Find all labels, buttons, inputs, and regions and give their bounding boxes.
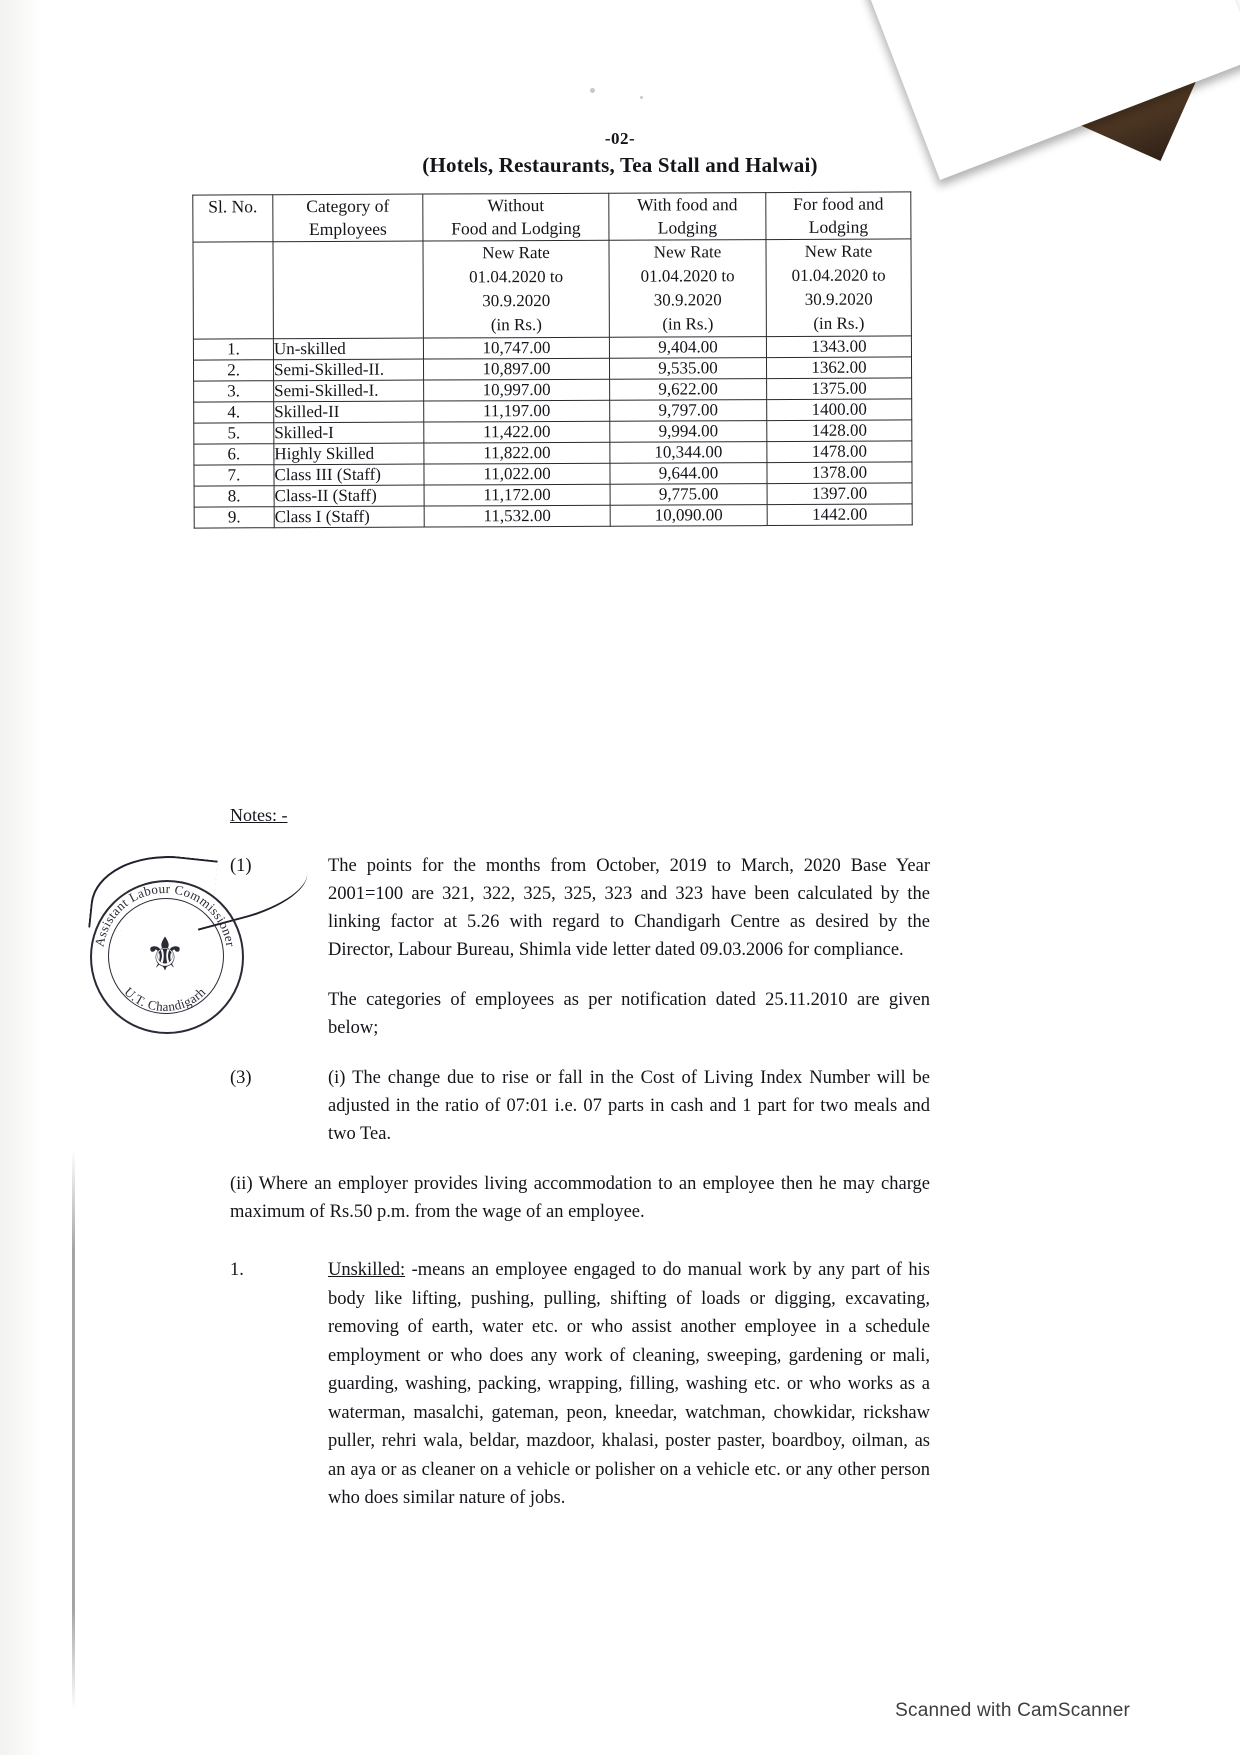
cell-without-food-lodging: 10,897.00 xyxy=(423,358,609,380)
column-header-for-line1: For food and xyxy=(793,193,884,214)
rate-line4: (in Rs.) xyxy=(813,313,865,333)
column-header-for-line2: Lodging xyxy=(808,216,869,237)
cell-for-food-lodging: 1378.00 xyxy=(767,462,912,484)
definition-body xyxy=(230,1256,930,1513)
rate-line2: 01.04.2020 to xyxy=(791,265,886,285)
cell-sl-no: 8. xyxy=(194,486,274,507)
cell-for-food-lodging: 1362.00 xyxy=(766,357,911,379)
notes-section xyxy=(230,805,930,1513)
column-header-with-food-lodging xyxy=(609,193,766,241)
cell-with-food-lodging: 9,994.00 xyxy=(610,421,767,443)
cell-without-food-lodging: 11,022.00 xyxy=(424,463,610,485)
column-header-for-food-lodging xyxy=(766,192,911,240)
column-header-sl-no: Sl. No. xyxy=(193,195,273,242)
definition-unskilled xyxy=(230,1256,930,1513)
cell-for-food-lodging: 1343.00 xyxy=(766,336,911,358)
rate-line2: 01.04.2020 to xyxy=(469,266,564,287)
cell-category: Un-skilled xyxy=(273,338,423,360)
rate-line4: (in Rs.) xyxy=(662,314,714,334)
page-number: -02- xyxy=(604,129,636,148)
note-3-text: (i) The change due to rise or fall in the Cost of Living Index Number will be adjusted in the ratio of 07:01 i.e. 07 parts in cash and 1 part for two meals and two Tea. xyxy=(328,1068,930,1144)
subheader-blank-category xyxy=(273,241,423,339)
cell-with-food-lodging: 9,644.00 xyxy=(610,463,767,485)
cell-sl-no: 1. xyxy=(193,339,273,360)
seal-top-text: Assistant Labour Commissioner xyxy=(91,880,239,949)
scan-speck xyxy=(640,96,643,99)
column-header-without-line2: Food and Lodging xyxy=(451,217,581,239)
cell-category: Skilled-I xyxy=(274,422,424,444)
seal-bottom-text: U.T. Chandigarh xyxy=(121,984,209,1015)
cell-with-food-lodging: 10,090.00 xyxy=(610,505,767,527)
subheader-rate-for xyxy=(766,239,911,337)
note-3-ii-text: (ii) Where an employer provides living accommodation to an employee then he may charge maximum of Rs.50 p.m. from the wage of an employee. xyxy=(230,1174,930,1222)
subheader-blank-sl xyxy=(193,242,273,339)
cell-category: Class I (Staff) xyxy=(274,506,424,528)
rate-line3: 30.9.2020 xyxy=(482,291,551,311)
table-subheader-row xyxy=(193,239,911,339)
cell-for-food-lodging: 1428.00 xyxy=(767,420,912,442)
cell-with-food-lodging: 9,775.00 xyxy=(610,484,767,506)
definition-number: 1. xyxy=(230,1260,244,1280)
rate-line2: 01.04.2020 to xyxy=(640,266,735,286)
note-item-3-ii xyxy=(230,1170,930,1226)
wage-rate-table xyxy=(192,191,912,528)
cell-category: Semi-Skilled-I. xyxy=(274,380,424,402)
note-item-3 xyxy=(230,1064,930,1148)
document-subtitle: (Hotels, Restaurants, Tea Stall and Halwai) xyxy=(422,153,818,177)
wage-table-body xyxy=(193,336,912,528)
cell-for-food-lodging: 1400.00 xyxy=(767,399,912,421)
document-header xyxy=(0,128,1240,180)
column-header-with-line1: With food and xyxy=(637,194,738,215)
note-1-text: The points for the months from October, 2019 to March, 2020 Base Year 2001=100 are 321, 322, 325, 325, 323 and 323 have been calculated by the linking factor at 5.26 with regard to Chandigarh Centre as desired by the Director, Labour Bureau, Shimla vide letter dated 09.03.2006 for compliance. xyxy=(328,856,930,960)
cell-with-food-lodging: 9,404.00 xyxy=(609,337,766,359)
cell-with-food-lodging: 9,622.00 xyxy=(610,379,767,401)
signature-stroke xyxy=(88,848,218,940)
cell-without-food-lodging: 11,172.00 xyxy=(424,484,610,506)
rate-line3: 30.9.2020 xyxy=(804,289,873,309)
rate-line1: New Rate xyxy=(653,242,722,262)
cell-sl-no: 6. xyxy=(194,444,274,465)
rate-line4: (in Rs.) xyxy=(490,315,542,335)
cell-category: Skilled-II xyxy=(274,401,424,423)
cell-for-food-lodging: 1375.00 xyxy=(767,378,912,400)
note-2-text: The categories of employees as per notification dated 25.11.2010 are given below; xyxy=(328,990,930,1038)
cell-for-food-lodging: 1478.00 xyxy=(767,441,912,463)
cell-without-food-lodging: 11,197.00 xyxy=(424,400,610,422)
seal-inner-ring xyxy=(108,898,224,1014)
scan-left-edge-shadow xyxy=(0,0,78,1755)
definition-term: Unskilled: xyxy=(328,1260,406,1280)
cell-category: Semi-Skilled-II. xyxy=(273,359,423,381)
cell-for-food-lodging: 1397.00 xyxy=(767,483,912,505)
subheader-rate-with xyxy=(609,240,766,338)
column-header-with-line2: Lodging xyxy=(657,217,718,238)
note-3-number: (3) xyxy=(230,1068,252,1088)
scan-speck xyxy=(590,88,595,93)
column-header-category xyxy=(273,194,423,242)
cell-without-food-lodging: 10,997.00 xyxy=(424,379,610,401)
subheader-rate-without xyxy=(423,240,609,338)
table-header-row xyxy=(193,192,911,242)
cell-without-food-lodging: 11,422.00 xyxy=(424,421,610,443)
column-header-without-food-lodging xyxy=(423,193,609,241)
rate-line3: 30.9.2020 xyxy=(653,290,722,310)
cell-with-food-lodging: 9,535.00 xyxy=(609,358,766,380)
column-header-category-line1: Category of xyxy=(306,195,390,217)
cell-for-food-lodging: 1442.00 xyxy=(767,504,912,526)
wage-table-container xyxy=(193,193,911,527)
cell-category: Class-II (Staff) xyxy=(274,485,424,507)
camscanner-watermark: Scanned with CamScanner xyxy=(895,1700,1130,1721)
note-1-number: (1) xyxy=(230,856,252,876)
column-header-category-line2: Employees xyxy=(308,218,387,240)
rate-line1: New Rate xyxy=(804,241,873,261)
note-item-1 xyxy=(230,852,930,964)
note-item-2 xyxy=(230,986,930,1042)
cell-without-food-lodging: 10,747.00 xyxy=(423,337,609,359)
notes-title: Notes: - xyxy=(230,805,288,825)
scan-page-fold-line xyxy=(72,1150,75,1710)
cell-sl-no: 3. xyxy=(194,381,274,402)
cell-sl-no: 5. xyxy=(194,423,274,444)
cell-without-food-lodging: 11,822.00 xyxy=(424,442,610,464)
cell-with-food-lodging: 9,797.00 xyxy=(610,400,767,422)
cell-sl-no: 4. xyxy=(194,402,274,423)
seal-outer-ring xyxy=(90,880,244,1034)
cell-category: Class III (Staff) xyxy=(274,464,424,486)
cell-sl-no: 7. xyxy=(194,465,274,486)
cell-with-food-lodging: 10,344.00 xyxy=(610,442,767,464)
definition-text: -means an employee engaged to do manual work by any part of his body like lifting, pushing, pulling, shifting of loads or digging, excavating, removing of earth, water etc. or who assist another employee in a schedule employment or who does any work of cleaning, sweeping, gardening or mali, guarding, washing, packing, wrapping, filling, washing etc. or who works as a waterman, masalchi, gateman, peon, kneedar, watchman, chowkidar, rickshaw puller, rehri wala, beldar, mazdoor, khalasi, poster paster, boardboy, oilman, as an aya or as cleaner on a vehicle or polisher on a vehicle etc. or any other person who does similar nature of jobs. xyxy=(328,1260,930,1508)
cell-sl-no: 2. xyxy=(193,360,273,381)
cell-sl-no: 9. xyxy=(194,507,274,528)
seal-text-arcs xyxy=(90,880,240,1030)
table-row xyxy=(194,504,912,528)
column-header-without-line1: Without xyxy=(487,195,545,216)
cell-without-food-lodging: 11,532.00 xyxy=(424,505,610,527)
rate-line1: New Rate xyxy=(482,243,550,263)
national-emblem-icon: ⚜ xyxy=(144,929,186,980)
cell-category: Highly Skilled xyxy=(274,443,424,465)
